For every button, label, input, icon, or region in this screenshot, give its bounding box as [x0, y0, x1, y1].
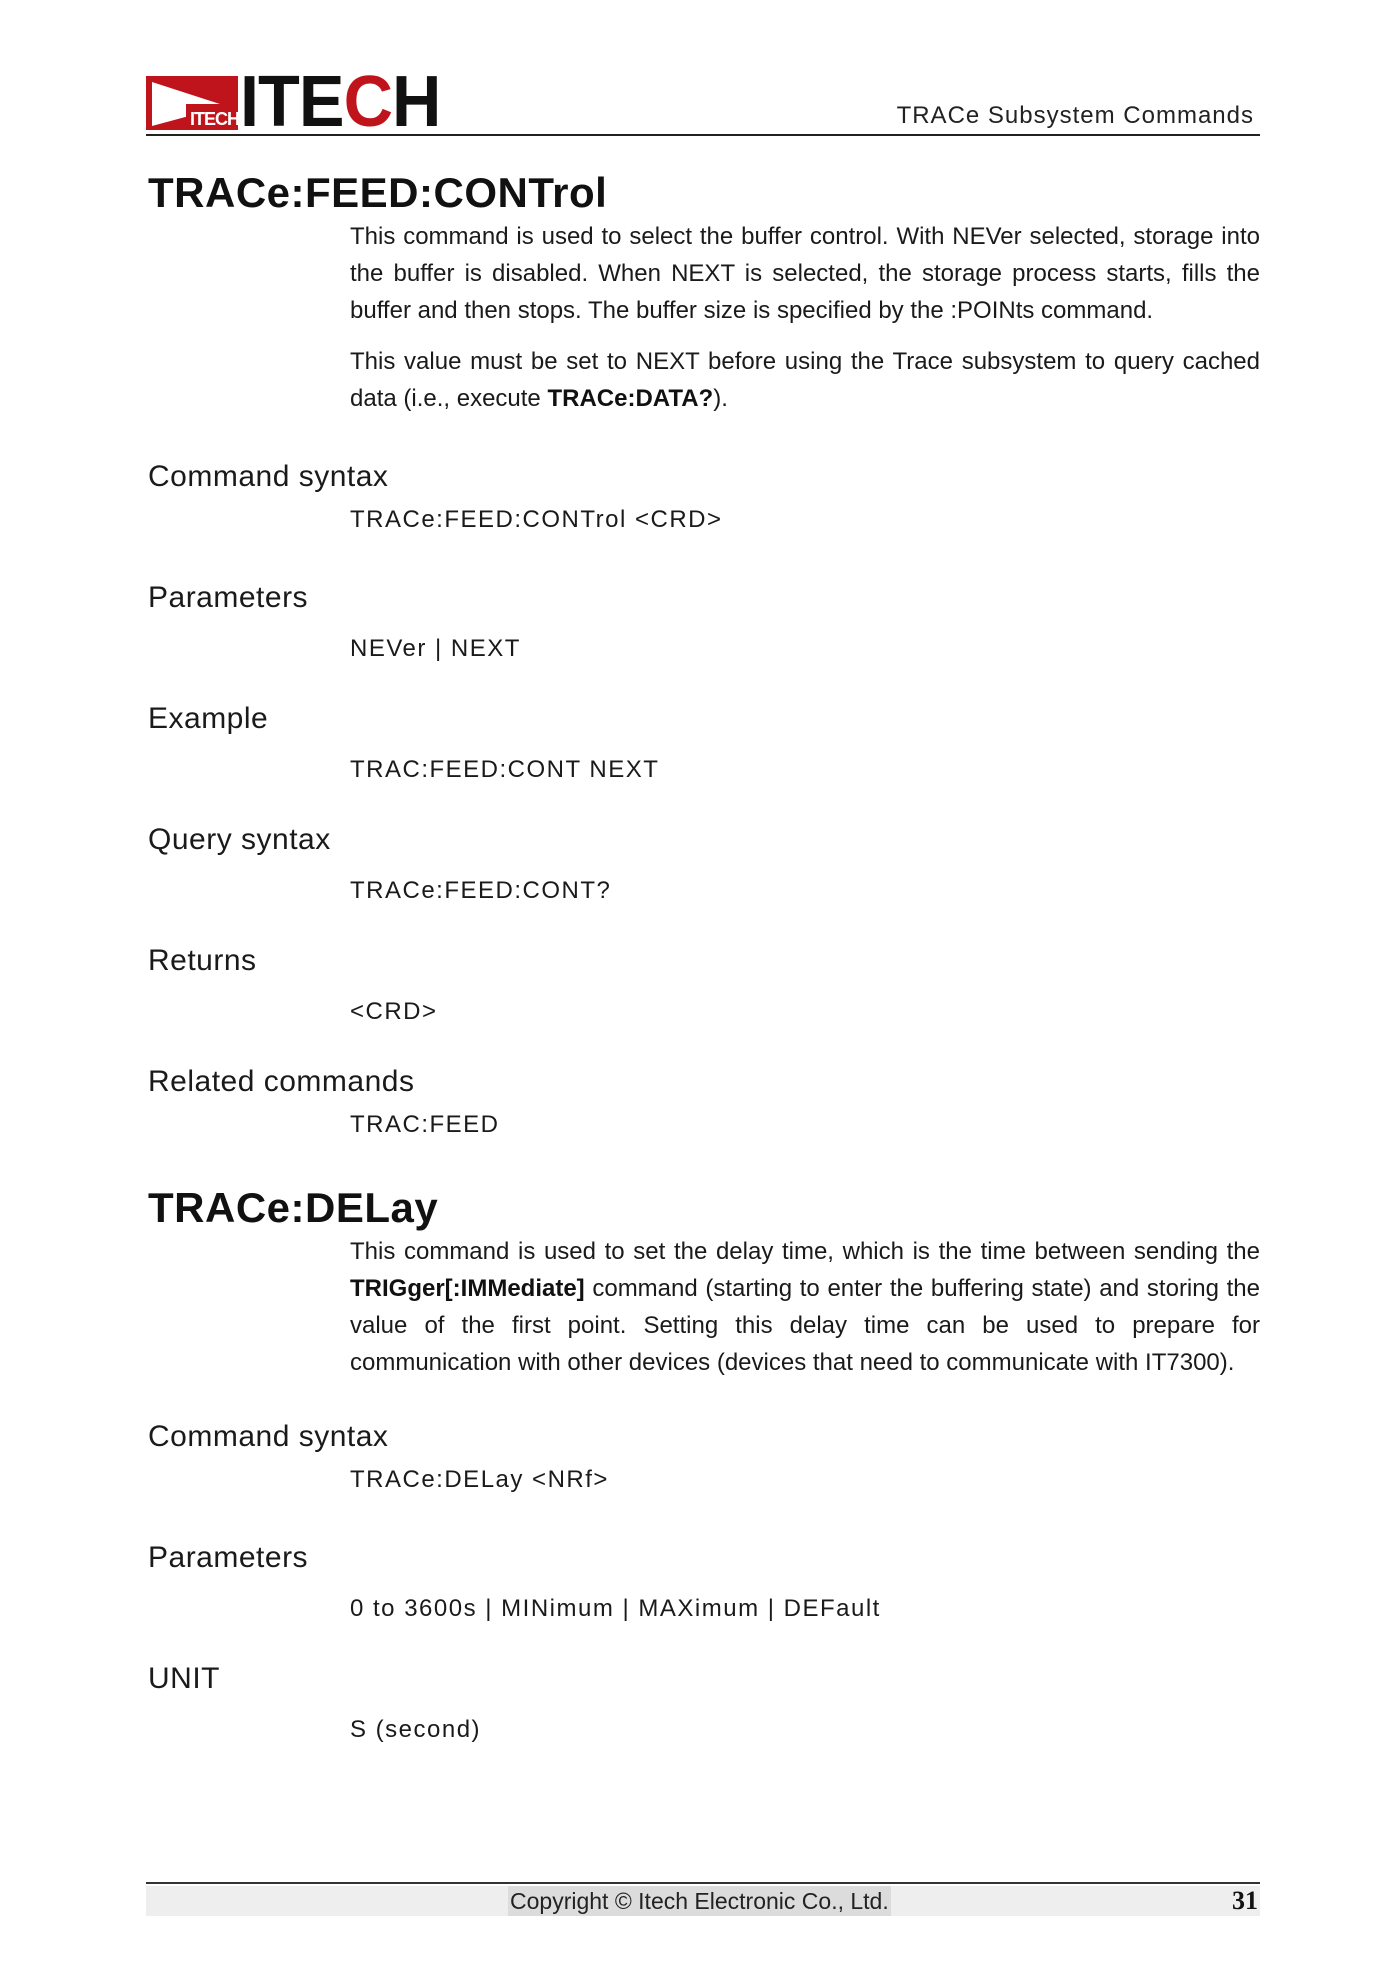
subheading: Related commands: [148, 1065, 415, 1098]
subheading: Parameters: [148, 1541, 309, 1574]
page-content: [148, 168, 1262, 1748]
description-paragraph: This value must be set to NEXT before using the Trace subsystem to query cached data (i.e., execute TRACe:DATA?).: [350, 348, 1260, 412]
command-syntax-value: TRACe:FEED:CONTrol <CRD>: [350, 506, 723, 533]
itech-logo: [146, 62, 451, 142]
query-syntax-value: TRACe:FEED:CONT?: [350, 877, 612, 904]
subheading: Parameters: [148, 581, 309, 614]
subheading: Command syntax: [148, 1420, 389, 1453]
section-body: [350, 1233, 1260, 1381]
description-paragraph: This command is used to select the buffer control. With NEVer selected, storage into the buffer is disabled. When NEXT is selected, the storage process starts, fills the buffer and then stops. The buffer size is specified by the :POINts command.: [350, 223, 1260, 324]
command-syntax-value: TRACe:DELay <NRf>: [350, 1466, 609, 1493]
logo-small-text: ITECH: [190, 109, 239, 129]
subheading: Returns: [148, 944, 257, 977]
parameters-value: NEVer | NEXT: [350, 635, 521, 662]
logo-mark-icon: [146, 76, 238, 130]
returns-value: <CRD>: [350, 998, 438, 1025]
example-value: TRAC:FEED:CONT NEXT: [350, 756, 660, 783]
page-number: 31: [1232, 1886, 1258, 1915]
section-body: [350, 218, 1260, 417]
page-header: [146, 62, 1260, 142]
description-paragraph: This command is used to set the delay time, which is the time between sending the TRIGger[:IMMediate] command (starting to enter the buffering state) and storing the value of the first point. Setting this delay time can be used to prepare for communication with other devices (devices that need to communicate with IT7300).: [350, 1238, 1260, 1376]
related-commands-value: TRAC:FEED: [350, 1111, 500, 1138]
copyright-text: Copyright © Itech Electronic Co., Ltd.: [510, 1888, 889, 1914]
parameters-value: 0 to 3600s | MINimum | MAXimum | DEFault: [350, 1595, 881, 1622]
inline-command: TRACe:DATA?: [547, 385, 714, 412]
section-title-trace-delay: TRACe:DELay: [148, 1184, 439, 1231]
logo-wordmark: ITECH: [240, 62, 441, 142]
inline-command: TRIGger[:IMMediate]: [350, 1275, 585, 1302]
page-footer: [146, 1882, 1260, 1915]
subheading: Example: [148, 702, 269, 735]
subheading: Command syntax: [148, 460, 389, 493]
unit-value: S (second): [350, 1716, 482, 1743]
subheading: UNIT: [148, 1662, 220, 1695]
header-title: TRACe Subsystem Commands: [896, 102, 1254, 129]
subheading: Query syntax: [148, 823, 331, 856]
section-title-trace-feed-control: TRACe:FEED:CONTrol: [148, 169, 608, 216]
